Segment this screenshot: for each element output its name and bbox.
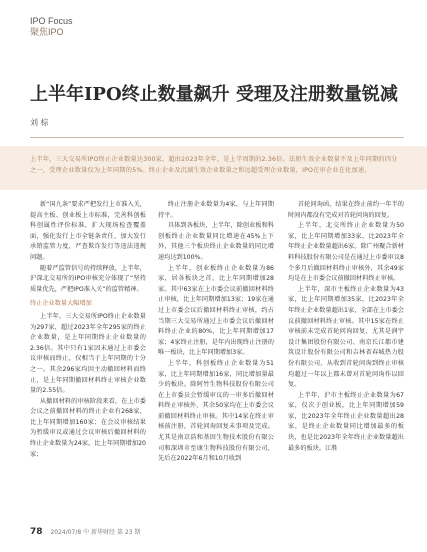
section-label bbox=[30, 16, 73, 38]
abstract-box bbox=[0, 146, 427, 190]
page-number: 78 bbox=[30, 527, 43, 537]
paragraph: 随着严监管信号的持续释放，上半年，沪深北交易所的IPO审核充分体现了“坚持质量优先，严把IPO准入关”的监管精神。 bbox=[30, 264, 146, 293]
paragraph: 首轮问询函，结果在终止前约一年半的时间内都没有完成对首轮问询的回复。 bbox=[288, 201, 404, 219]
abstract-text: 上半年，三大交易所IPO终止企业数量达300家，超由2023年全年，是上半周期的2.36倍。法册生效企业数量不及上年同期的四分之一，受理企业数量仅为上年同期的5%。终止企业及沉湖生效企业数量之和远超受理企业数量，IPO在审企业在化加速。 bbox=[30, 156, 398, 174]
paragraph: 上半年，深市主板终止企业数量为43家，比上年同期增加35家，比2023年全年终止企业数量超出1家，全部在上市委会议前撤回材料终止审核。其中15家在终止审核前未完成首轮问询回复，尤其是润宇设计集团股份有限公司、南京长江都市建筑设计股份有限公司和吉林省春城热力股份有限公司，从收到首轮问询到终止审核均超过一年以上都未曾对首轮问询作以回复。 bbox=[288, 285, 404, 389]
column-3 bbox=[288, 200, 404, 454]
paragraph: 新“国九条”要求严把发行上市准入关，提高主板、创业板上市标准，完善科创板科创属性评价标准，扩大现场检查覆盖面，强化发行上市全链条责任，加大发行承销监管力度，严查欺诈发行等违法违规问题。 bbox=[30, 201, 146, 261]
article-title: 上半年IPO终止数量飙升 受理及注册数量锐减 bbox=[30, 84, 398, 105]
column-1 bbox=[30, 200, 146, 460]
paragraph: 上半年，三大交易所IPO终止企业数量为297家，超过2023年全年295家的终止企业数量，是上年同期终止企业数量的2.36倍。其中只有1家因未通过上市委会议审核而终止，仅相当于上年同期的十分之一。其余296家均因主动撤回材料而终止，是上年同期撤回材料终止审核企业数量的2.55倍。 bbox=[30, 312, 146, 395]
paragraph: 上半年，创业板终止企业数量为86家，居各板块之首，比上年同期增加28家。其中63家在上市委会议前撤回材料终止审核，比上年同期增加13家；19家在通过上市委会议后撤回材料终止审核，约占当期三大交易所通过上市委会议后撤回材料终止企业的80%，比上年同期增加17家；4家终止注册，是年内出现终止注册的唯一板块，比上年同期增加3家。 bbox=[158, 264, 274, 357]
paragraph: 上半年，沪市主板终止企业数量为67家，仅次于创业板，比上年同期增加59家，比2023年全年终止企业数量超出28家，是终止企业数量同比增加最多的板块，也是比2023年全年终止企业数量超出最多的板块。江胜 bbox=[288, 391, 404, 452]
page-footer bbox=[30, 527, 404, 541]
column-2 bbox=[158, 200, 274, 465]
section-label-en: IPO Focus bbox=[30, 16, 73, 26]
paragraph: 上半年，科创板终止企业数量为51家，比上年同期增加16家，同比增加量最少的板块。除阿竹生物科技股份有限公司在上市委员会暂缓审议的一审多后撤回材料终止审核外，其余50家均在上市委会议前撤回材料终止审核。其中14家在终止审核前注册，首轮问询回复未事项及完成。尤其是南京浩和基因生物技术股份有限公司和深圳市至康生物科技股份有限公司，先后在2022年6月和10月收到 bbox=[158, 359, 274, 463]
paragraph: 具体到各板块，上半年，除创业板和科创板终止企业数量同比增速在45%上下外，其他三个板块终止企业数量的同比增速均达到100%。 bbox=[158, 222, 274, 261]
paragraph: 终止注册企业数量为4家，与上年同期持平。 bbox=[158, 201, 274, 219]
section-label-cn: 聚焦IPO bbox=[30, 27, 64, 37]
article-author: 刘 棕 bbox=[30, 118, 49, 127]
paragraph: 上半年，北交所终止企业数量为50家，比上年同期增加33家，比2023年全年终止企业数量超出6家。除广州聚合新材料科技股份有限公司是在通过上市委审议8个多月后撤回材料终止审核外，其余49家均是在上市委会议前撤回材料终止审核。 bbox=[288, 222, 404, 283]
footer-info: 2024/07/8 中 新华财经 第 23 期 bbox=[50, 529, 141, 536]
title-divider bbox=[30, 137, 404, 138]
section-heading: 终止企业数量大幅增加 bbox=[30, 300, 92, 308]
paragraph: 从撤回材料的审核阶段来看，在上市委会议之前撤回材料的终止企业有268家，比上年同期增加160家；在会议审核结果为暂缓审议或通过会议审核后撤回材料的终止企业数量为24家，比上年同期增加20家； bbox=[30, 397, 146, 458]
